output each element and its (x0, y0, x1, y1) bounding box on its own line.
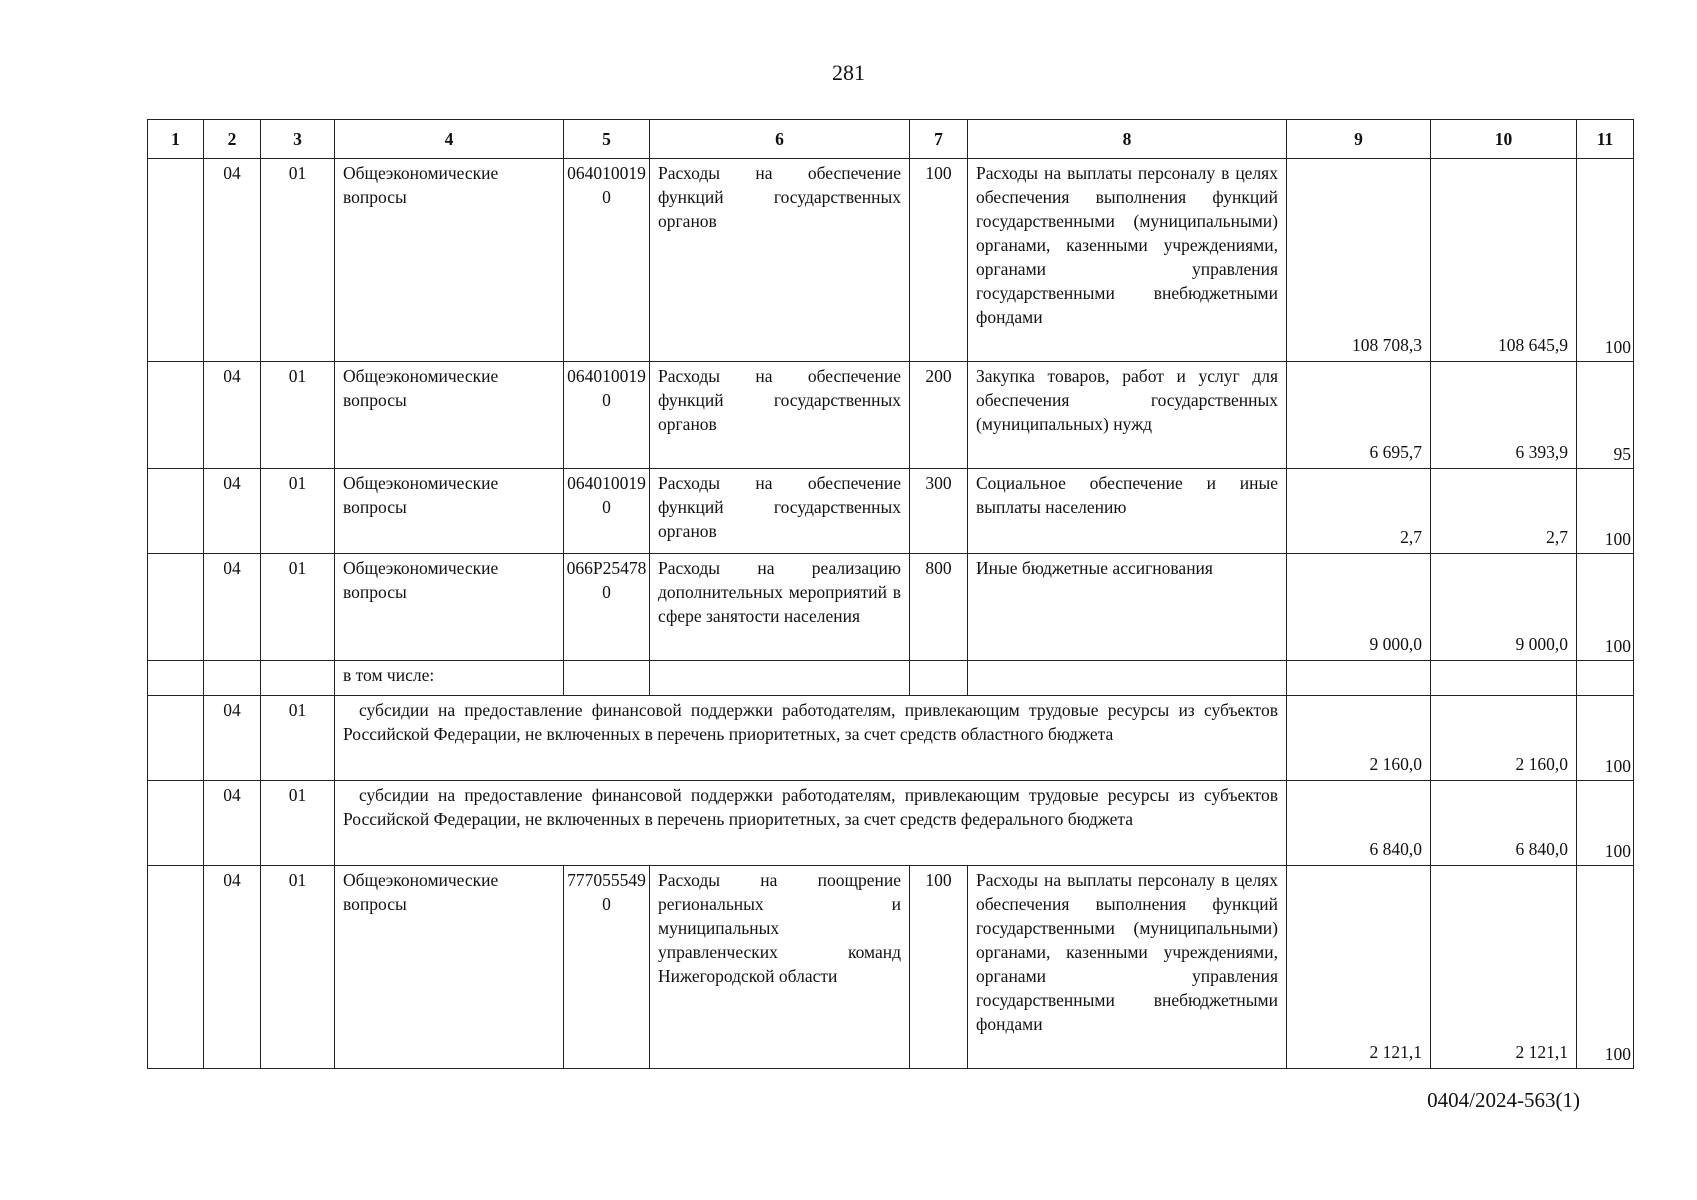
cell (148, 362, 204, 469)
col-header-11: 11 (1577, 120, 1634, 159)
cell-target-code: 0640100190 (564, 159, 650, 362)
cell-expense-name: Закупка товаров, работ и услуг для обеспечения государственных (муниципальных) нужд (968, 362, 1287, 469)
cell-section: 04 (204, 696, 261, 781)
cell-subsection: 01 (261, 362, 335, 469)
table-row-subsidy (148, 696, 1634, 781)
cell-percent: 100 (1577, 781, 1634, 866)
cell-section-name: Общеэкономические вопросы (335, 554, 564, 661)
table-row-including (148, 661, 1634, 696)
cell-percent: 100 (1577, 866, 1634, 1069)
cell-percent: 100 (1577, 469, 1634, 554)
cell-amount-actual: 9 000,0 (1431, 554, 1577, 661)
cell-subsidy-description: субсидии на предоставление финансовой поддержки работодателям, привлекающим трудовые ресурсы из субъектов Российской Федерации, не включенных в перечень приоритетных, за счет средств областного бюджета (335, 696, 1287, 781)
cell-section-name: Общеэкономические вопросы (335, 159, 564, 362)
page-number: 281 (832, 60, 865, 85)
cell-section: 04 (204, 554, 261, 661)
cell (564, 661, 650, 696)
table-row-subsidy (148, 781, 1634, 866)
cell-expense-type: 100 (910, 866, 968, 1069)
col-header-9: 9 (1287, 120, 1431, 159)
cell-subsection: 01 (261, 554, 335, 661)
cell-amount-plan: 2 160,0 (1287, 696, 1431, 781)
col-header-4: 4 (335, 120, 564, 159)
cell-expense-type: 100 (910, 159, 968, 362)
cell-amount-plan: 6 695,7 (1287, 362, 1431, 469)
cell-target-code: 066P254780 (564, 554, 650, 661)
cell-amount-plan: 108 708,3 (1287, 159, 1431, 362)
col-header-7: 7 (910, 120, 968, 159)
col-header-2: 2 (204, 120, 261, 159)
col-header-8: 8 (968, 120, 1287, 159)
cell-target-code: 0640100190 (564, 469, 650, 554)
table-row (148, 159, 1634, 362)
header-row (148, 120, 1634, 159)
cell (261, 661, 335, 696)
cell-section: 04 (204, 469, 261, 554)
cell (148, 554, 204, 661)
table-row (148, 469, 1634, 554)
cell-amount-actual: 6 840,0 (1431, 781, 1577, 866)
cell-percent: 100 (1577, 696, 1634, 781)
budget-table (147, 119, 1634, 1069)
cell (650, 661, 910, 696)
cell-section: 04 (204, 159, 261, 362)
cell-target-name: Расходы на обеспечение функций государственных органов (650, 362, 910, 469)
cell-amount-actual: 2 121,1 (1431, 866, 1577, 1069)
cell-amount-plan: 6 840,0 (1287, 781, 1431, 866)
document-code: 0404/2024-563(1) (1427, 1088, 1580, 1112)
cell (968, 661, 1287, 696)
cell-section: 04 (204, 781, 261, 866)
cell (1287, 661, 1431, 696)
cell (1577, 661, 1634, 696)
cell-expense-name: Социальное обеспечение и иные выплаты населению (968, 469, 1287, 554)
cell-subsection: 01 (261, 866, 335, 1069)
cell (148, 696, 204, 781)
cell (148, 469, 204, 554)
cell-section-name: Общеэкономические вопросы (335, 866, 564, 1069)
cell-expense-name: Расходы на выплаты персоналу в целях обеспечения выполнения функций государственными (муниципальными) органами, казенными учреждениями, органами управления государственными внебюджетными фондами (968, 159, 1287, 362)
table-row (148, 362, 1634, 469)
cell-expense-type: 800 (910, 554, 968, 661)
cell (148, 159, 204, 362)
cell-subsection: 01 (261, 159, 335, 362)
cell (148, 781, 204, 866)
cell-percent: 100 (1577, 554, 1634, 661)
cell-amount-plan: 2 121,1 (1287, 866, 1431, 1069)
cell-target-name: Расходы на реализацию дополнительных мероприятий в сфере занятости населения (650, 554, 910, 661)
cell-target-name: Расходы на обеспечение функций государственных органов (650, 159, 910, 362)
cell-subsection: 01 (261, 781, 335, 866)
cell-amount-actual: 2,7 (1431, 469, 1577, 554)
cell-percent: 100 (1577, 159, 1634, 362)
cell (148, 661, 204, 696)
cell-section-name: Общеэкономические вопросы (335, 469, 564, 554)
cell (204, 661, 261, 696)
cell-subsection: 01 (261, 469, 335, 554)
cell (910, 661, 968, 696)
col-header-5: 5 (564, 120, 650, 159)
cell-amount-plan: 9 000,0 (1287, 554, 1431, 661)
cell-target-code: 0640100190 (564, 362, 650, 469)
including-label: в том числе: (335, 661, 564, 696)
cell-subsidy-description: субсидии на предоставление финансовой поддержки работодателям, привлекающим трудовые ресурсы из субъектов Российской Федерации, не включенных в перечень приоритетных, за счет средств федерального бюджета (335, 781, 1287, 866)
cell-target-name: Расходы на поощрение региональных и муниципальных управленческих команд Нижегородской области (650, 866, 910, 1069)
cell-expense-type: 300 (910, 469, 968, 554)
cell-amount-plan: 2,7 (1287, 469, 1431, 554)
col-header-6: 6 (650, 120, 910, 159)
cell (148, 866, 204, 1069)
cell-expense-name: Расходы на выплаты персоналу в целях обеспечения выполнения функций государственными (муниципальными) органами, казенными учреждениями, органами управления государственными внебюджетными фондами (968, 866, 1287, 1069)
cell-amount-actual: 108 645,9 (1431, 159, 1577, 362)
cell-section-name: Общеэкономические вопросы (335, 362, 564, 469)
cell-section: 04 (204, 362, 261, 469)
cell-section: 04 (204, 866, 261, 1069)
table-row (148, 866, 1634, 1069)
cell-amount-actual: 2 160,0 (1431, 696, 1577, 781)
cell-target-name: Расходы на обеспечение функций государственных органов (650, 469, 910, 554)
cell-expense-name: Иные бюджетные ассигнования (968, 554, 1287, 661)
col-header-1: 1 (148, 120, 204, 159)
cell-target-code: 7770555490 (564, 866, 650, 1069)
cell-amount-actual: 6 393,9 (1431, 362, 1577, 469)
cell (1431, 661, 1577, 696)
cell-percent: 95 (1577, 362, 1634, 469)
cell-expense-type: 200 (910, 362, 968, 469)
table-row (148, 554, 1634, 661)
col-header-3: 3 (261, 120, 335, 159)
cell-subsection: 01 (261, 696, 335, 781)
col-header-10: 10 (1431, 120, 1577, 159)
